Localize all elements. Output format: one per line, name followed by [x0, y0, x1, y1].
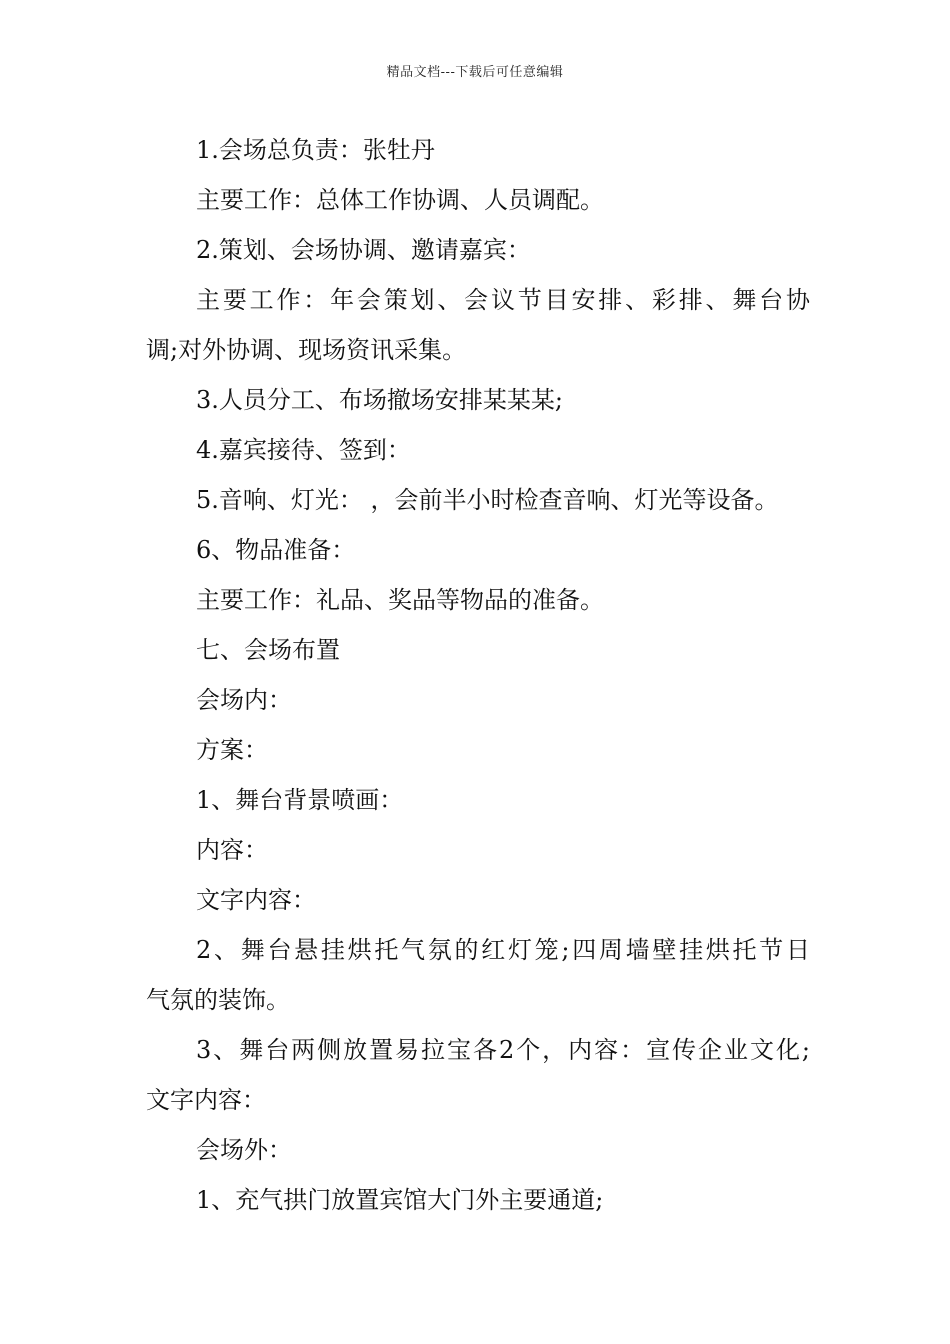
paragraph-inflatable-arch: 1、充气拱门放置宾馆大门外主要通道; [196, 1186, 604, 1214]
paragraph-staff-division: 3.人员分工、布场撤场安排某某某; [196, 386, 563, 414]
paragraph-outdoor: 会场外： [196, 1136, 292, 1164]
paragraph-supplies: 6、物品准备： [196, 536, 356, 564]
paragraph-guest-reception: 4.嘉宾接待、签到： [196, 436, 411, 464]
paragraph-indoor: 会场内： [196, 686, 292, 714]
paragraph-planning-guests: 2.策划、会场协调、邀请嘉宾： [196, 236, 531, 264]
document-body [146, 125, 810, 1225]
paragraph-sound-lighting: 5.音响、灯光： ，会前半小时检查音响、灯光等设备。 [196, 486, 779, 514]
paragraph-content: 内容： [196, 836, 268, 864]
paragraph-main-work-gifts: 主要工作：礼品、奖品等物品的准备。 [196, 586, 604, 614]
paragraph-rollup-banners [146, 1025, 810, 1125]
section-heading-venue-layout: 七、会场布置 [196, 636, 340, 664]
paragraph-line: 文字内容： [146, 1086, 266, 1114]
paragraph-line: 气氛的装饰。 [146, 986, 290, 1014]
page-header: 精品文档---下载后可任意编辑 [386, 65, 564, 80]
paragraph-stage-backdrop: 1、舞台背景喷画： [196, 786, 404, 814]
paragraph-venue-lead: 1.会场总负责：张牡丹 [196, 136, 435, 164]
paragraph-lanterns [146, 925, 810, 1025]
paragraph-line: 主要工作：年会策划、会议节目安排、彩排、舞台协 [196, 286, 810, 314]
paragraph-text-content: 文字内容： [196, 886, 316, 914]
paragraph-main-work-coordination: 主要工作：总体工作协调、人员调配。 [196, 186, 604, 214]
paragraph-plan: 方案： [196, 736, 268, 764]
paragraph-line: 3、舞台两侧放置易拉宝各2个，内容：宣传企业文化; [196, 1036, 810, 1064]
paragraph-main-work-planning [146, 275, 810, 375]
paragraph-line: 2、舞台悬挂烘托气氛的红灯笼;四周墙壁挂烘托节日 [196, 936, 810, 964]
paragraph-line: 调;对外协调、现场资讯采集。 [146, 336, 467, 364]
